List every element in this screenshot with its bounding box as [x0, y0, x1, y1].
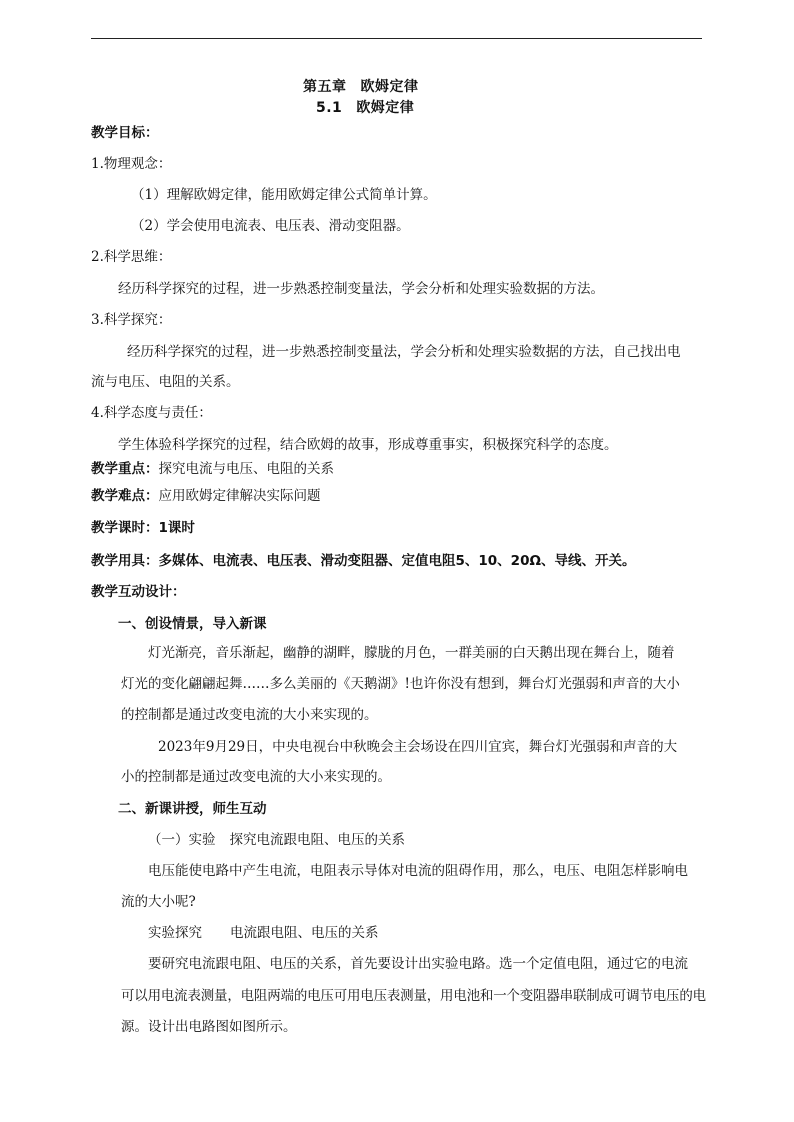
tools	[91, 551, 635, 571]
part2-heading: 二、新课讲授，师生互动	[118, 801, 267, 817]
experiment-label: 实验探究	[148, 925, 202, 941]
tools-label: 教学用具：	[91, 553, 159, 569]
section-title	[316, 98, 414, 118]
objective-1-line-1: （1）理解欧姆定律，能用欧姆定律公式简单计算。	[131, 187, 437, 203]
difficulty	[91, 486, 321, 506]
objective-2-line-1: 经历科学探究的过程，进一步熟悉控制变量法，学会分析和处理实验数据的方法。	[118, 281, 604, 297]
header-rule	[91, 38, 702, 39]
objective-1-line-2: （2）学会使用电流表、电压表、滑动变阻器。	[131, 218, 410, 234]
part2-subheading-text: 探究电流跟电阻、电压的关系	[229, 832, 405, 848]
part1-para1-line-2: 灯光的变化翩翩起舞……多么美丽的《天鹅湖》!也许你没有想到，舞台灯光强弱和声音的大小	[121, 676, 680, 692]
objective-label-3: 3.科学探究：	[91, 312, 172, 328]
part1-para1-line-3: 的控制都是通过改变电流的大小来实现的。	[121, 707, 378, 723]
objective-3-line-1: 经历科学探究的过程，进一步熟悉控制变量法，学会分析和处理实验数据的方法，自己找出电	[127, 344, 681, 360]
part1-para1-line-1: 灯光渐亮，音乐渐起，幽静的湖畔，朦胧的月色，一群美丽的白天鹅出现在舞台上，随着	[148, 645, 675, 661]
objective-label-2: 2.科学思维：	[91, 249, 172, 265]
objective-4-line-1: 学生体验科学探究的过程，结合欧姆的故事，形成尊重事实，积极探究科学的态度。	[118, 437, 618, 453]
experiment-line	[148, 923, 379, 943]
key-point	[91, 459, 334, 479]
chapter-number: 第五章	[303, 79, 347, 95]
hours-text: 1课时	[158, 520, 195, 536]
part2-para2-line-3: 源。设计出电路图如图所示。	[121, 1019, 297, 1035]
chapter-name: 欧姆定律	[360, 79, 419, 95]
part2-para1-line-1: 电压能使电路中产生电流，电阻表示导体对电流的阻碍作用，那么，电压、电阻怎样影响电	[148, 863, 688, 879]
section-number: 5.1	[316, 100, 343, 116]
part1-para2-line-2: 小的控制都是通过改变电流的大小来实现的。	[121, 769, 391, 785]
key-point-label: 教学重点：	[91, 461, 159, 477]
tools-text: 多媒体、电流表、电压表、滑动变阻器、定值电阻5、10、20Ω、导线、开关。	[158, 553, 636, 569]
chapter-title	[303, 77, 419, 97]
part1-para2-line-1: 2023年9月29日，中央电视台中秋晚会主会场设在四川宜宾，舞台灯光强弱和声音的大	[158, 739, 678, 755]
objective-label-1: 1.物理观念：	[91, 156, 172, 172]
part2-para2-line-2: 可以用电流表测量，电阻两端的电压可用电压表测量，用电池和一个变阻器串联制成可调节电压的电	[121, 988, 706, 1004]
difficulty-text: 应用欧姆定律解决实际问题	[158, 488, 321, 504]
objective-label-4: 4.科学态度与责任：	[91, 405, 212, 421]
hours	[91, 518, 195, 538]
part2-para2-line-1: 要研究电流跟电阻、电压的关系，首先要设计出实验电路。选一个定值电阻，通过它的电流	[148, 956, 688, 972]
key-point-text: 探究电流与电压、电阻的关系	[158, 461, 334, 477]
objective-3-line-2: 流与电压、电阻的关系。	[91, 374, 240, 390]
part2-subheading-prefix: （一）实验	[148, 832, 216, 848]
difficulty-label: 教学难点：	[91, 488, 159, 504]
objectives-heading: 教学目标：	[91, 125, 159, 141]
part1-heading: 一、创设情景，导入新课	[118, 616, 267, 632]
section-name: 欧姆定律	[356, 100, 415, 116]
experiment-text: 电流跟电阻、电压的关系	[230, 925, 379, 941]
part2-subheading	[148, 830, 405, 850]
part2-para1-line-2: 流的大小呢?	[121, 894, 196, 910]
design-heading: 教学互动设计：	[91, 584, 186, 600]
hours-label: 教学课时：	[91, 520, 159, 536]
